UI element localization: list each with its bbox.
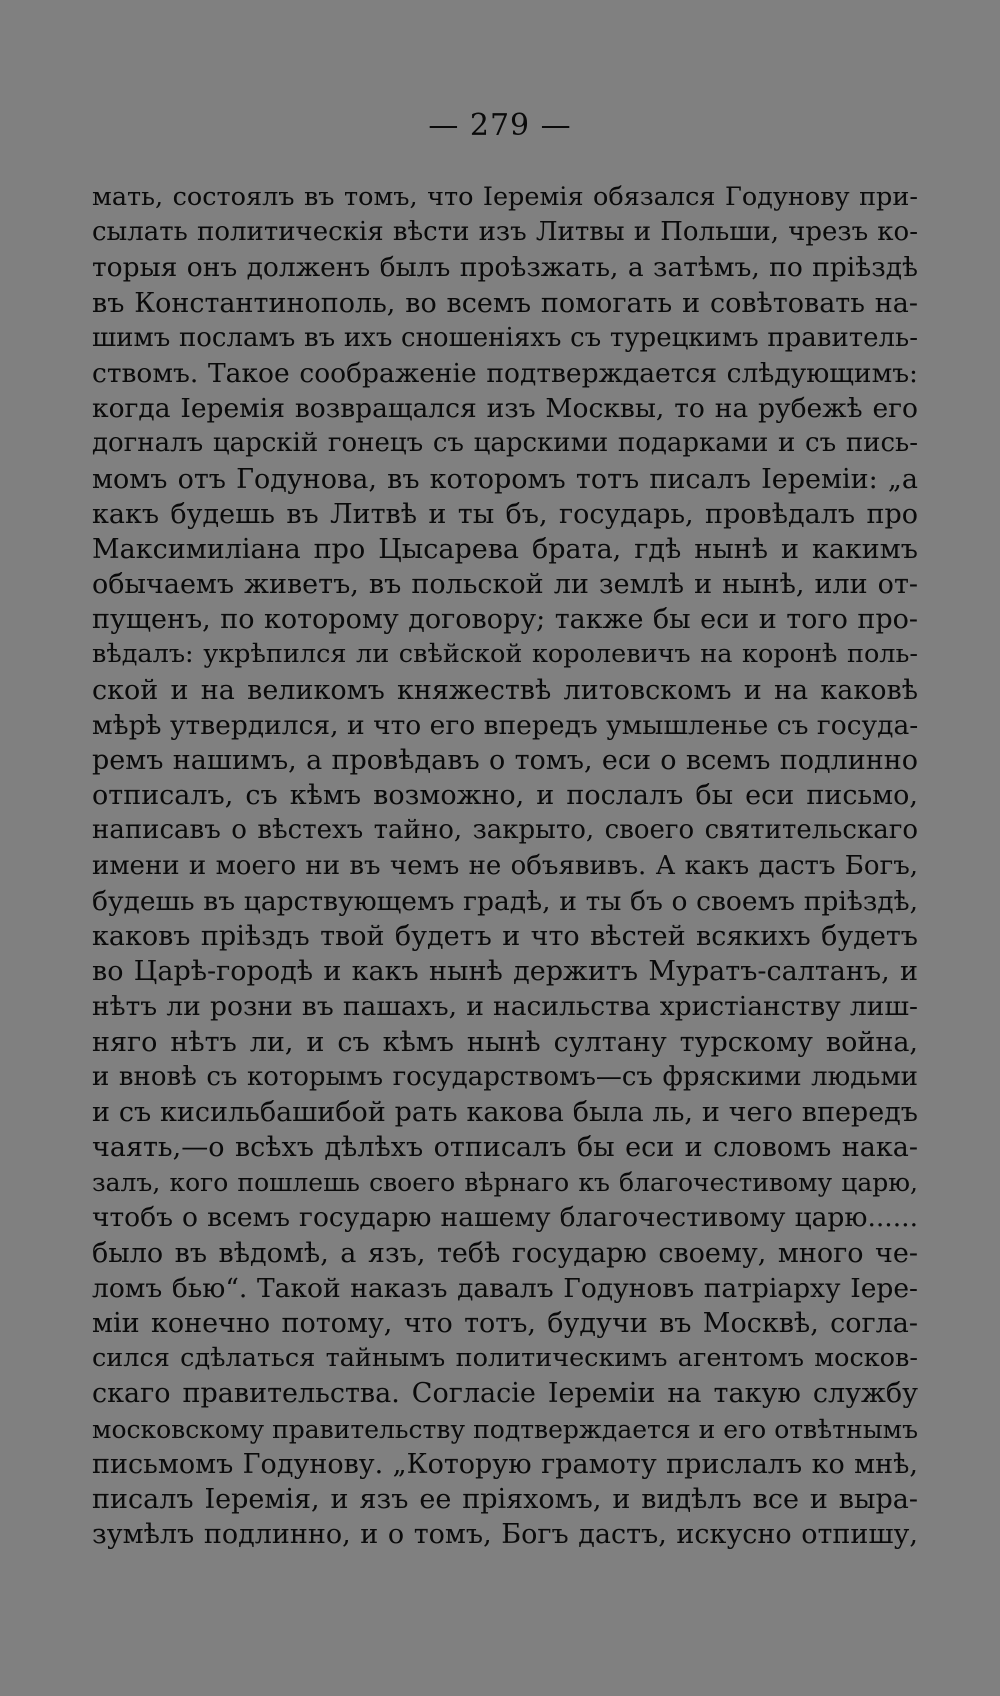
text-line: московскому правительству подтверждается и его отвѣтнымъ: [92, 1414, 918, 1444]
text-line: мать, состоялъ въ томъ, что Іеремія обязался Годунову при-: [92, 182, 918, 212]
text-line: ской и на великомъ княжествѣ литовскомъ и на каковѣ: [92, 674, 918, 706]
text-line: написавъ о вѣстехъ тайно, закрыто, своего святительскаго: [92, 815, 918, 846]
text-line: обычаемъ живетъ, въ польской ли землѣ и нынѣ, или от-: [92, 569, 918, 601]
text-line: чаять,—о всѣхъ дѣлѣхъ отписалъ бы еси и словомъ нака-: [92, 1132, 918, 1164]
text-line: и съ кисильбашибой рать какова была ль, и чего впередъ: [92, 1096, 918, 1128]
text-line: пущенъ, по которому договору; также бы еси и того про-: [92, 604, 918, 636]
text-line: было въ вѣдомѣ, а язъ, тебѣ государю своему, много че-: [92, 1237, 918, 1269]
text-line: во Царѣ-городѣ и какъ нынѣ держитъ Муратъ-салтанъ, и: [92, 956, 918, 988]
text-line: отписалъ, съ кѣмъ возможно, и послалъ бы еси письмо,: [92, 780, 918, 812]
text-line: когда Іеремія возвращался изъ Москвы, то на рубежѣ его: [92, 393, 918, 425]
text-line: будешь въ царствующемъ градѣ, и ты бъ о своемъ пріѣздѣ,: [92, 885, 918, 917]
text-line: зумѣлъ подлинно, и о томъ, Богъ дастъ, искусно отпишу,: [92, 1519, 918, 1551]
text-line: имени и моего ни въ чемъ не объявивъ. А какъ дастъ Богъ,: [92, 850, 918, 881]
text-line: какъ будешь въ Литвѣ и ты бъ, государь, провѣдалъ про: [92, 498, 918, 530]
text-line: ствомъ. Такое соображеніе подтверждается слѣдующимъ:: [92, 357, 918, 389]
text-line: въ Константинополь, во всемъ помогать и совѣтовать на-: [92, 287, 918, 319]
text-line: залъ, кого пошлешь своего вѣрнаго къ благочестивому царю,: [92, 1168, 918, 1198]
text-line: торыя онъ долженъ былъ проѣзжать, а затѣмъ, по пріѣздѣ: [92, 252, 918, 284]
page-number: — 279 —: [428, 108, 572, 143]
text-line: каковъ пріѣздъ твой будетъ и что вѣстей всякихъ будетъ: [92, 920, 918, 952]
text-line: мѣрѣ утвердился, и что его впередъ умышленье съ госуда-: [92, 709, 918, 741]
text-line: шимъ посламъ въ ихъ сношеніяхъ съ турецкимъ правитель-: [92, 322, 918, 353]
text-line: нѣтъ ли розни въ пашахъ, и насильства христіанству лиш-: [92, 991, 918, 1023]
text-line: писалъ Іеремія, и язъ ее пріяхомъ, и видѣлъ все и выра-: [92, 1483, 918, 1515]
text-line: сился сдѣлаться тайнымъ политическимъ агентомъ москов-: [92, 1343, 918, 1374]
text-line: и вновѣ съ которымъ государствомъ—съ фряскими людьми: [92, 1061, 918, 1092]
text-line: ломъ бью“. Такой наказъ давалъ Годуновъ патріарху Іере-: [92, 1272, 918, 1304]
text-line: вѣдалъ: укрѣпился ли свѣйской королевичъ на коронѣ поль-: [92, 639, 918, 670]
text-line: письмомъ Годунову. „Которую грамоту прислалъ ко мнѣ,: [92, 1448, 918, 1480]
text-line: Максимиліана про Цысарева брата, гдѣ нынѣ и какимъ: [92, 533, 918, 565]
text-line: ремъ нашимъ, а провѣдавъ о томъ, еси о всемъ подлинно: [92, 745, 918, 776]
text-line: чтобъ о всемъ государю нашему благочестивому царю......: [92, 1202, 918, 1234]
body-text: [92, 180, 918, 1552]
text-line: момъ отъ Годунова, въ которомъ тотъ писалъ Іереміи: „а: [92, 463, 918, 495]
text-line: сылать политическія вѣсти изъ Литвы и Польши, чрезъ ко-: [92, 217, 918, 248]
text-line: догналъ царскій гонецъ съ царскими подарками и съ пись-: [92, 428, 918, 459]
text-line: міи конечно потому, что тотъ, будучи въ Москвѣ, согла-: [92, 1308, 918, 1339]
text-line: скаго правительства. Согласіе Іереміи на такую службу: [92, 1378, 918, 1410]
text-line: няго нѣтъ ли, и съ кѣмъ нынѣ султану турскому война,: [92, 1026, 918, 1058]
